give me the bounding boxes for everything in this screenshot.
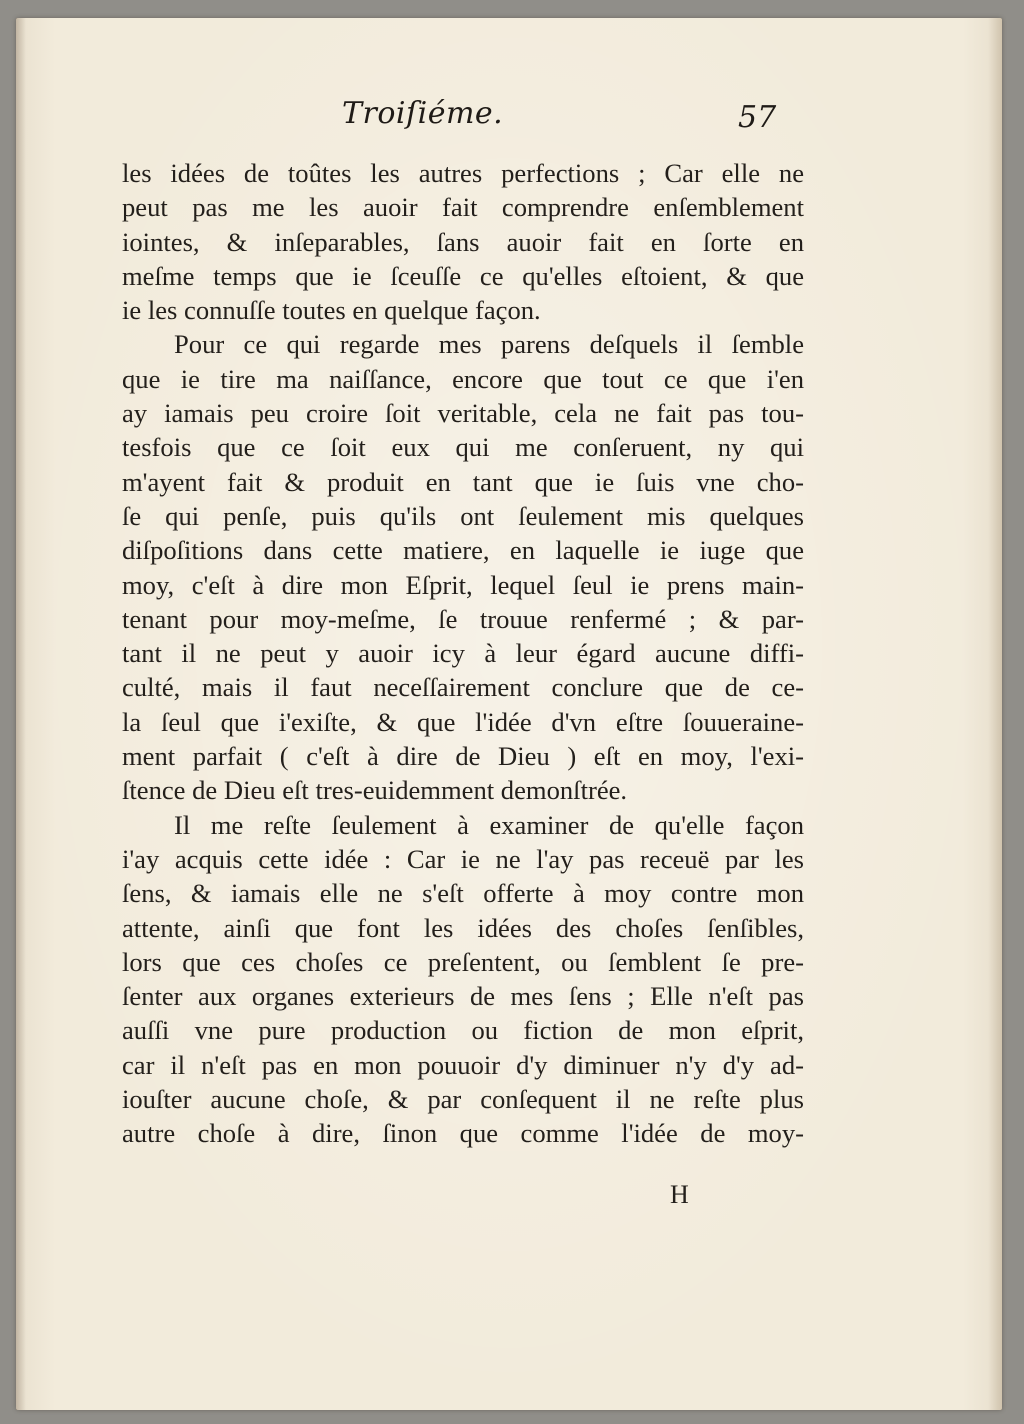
text-line: que ie tire ma naiſſance, encore que tout ce que i'en <box>122 363 804 394</box>
text-line: lors que ces choſes ce preſentent, ou ſemblent ſe pre- <box>122 946 804 977</box>
text-line: iointes, & inſeparables, ſans auoir fait en ſorte en <box>122 226 804 257</box>
page-edge-shadow <box>988 18 1002 1410</box>
page-number: 57 <box>738 100 777 135</box>
body-text <box>122 156 804 1151</box>
text-line: peut pas me les auoir fait comprendre enſemblement <box>122 192 804 223</box>
text-line: culté, mais il faut neceſſairement conclure que de ce- <box>122 672 804 703</box>
text-line: auſſi vne pure production ou fiction de mon eſprit, <box>122 1015 804 1046</box>
text-line: les idées de toûtes les autres perfections ; Car elle ne <box>122 158 804 188</box>
text-line: car il n'eſt pas en mon pouuoir d'y diminuer n'y d'y ad- <box>122 1049 804 1080</box>
text-line: la ſeul que i'exiſte, & que l'idée d'vn eſtre ſouueraine- <box>122 706 804 737</box>
text-line: ay iamais peu croire ſoit veritable, cela ne fait pas tou- <box>122 398 804 429</box>
text-line: Il me reſte ſeulement à examiner de qu'elle façon <box>174 809 804 840</box>
text-line: m'ayent fait & produit en tant que ie ſuis vne cho- <box>122 466 804 497</box>
signature-mark: H <box>670 1180 689 1209</box>
text-line: meſme temps que ie ſceuſſe ce qu'elles eſtoient, & que <box>122 260 804 291</box>
page-gutter-shadow <box>16 18 26 1410</box>
text-line: attente, ainſi que font les idées des choſes ſenſibles, <box>122 912 804 943</box>
text-line: ſtence de Dieu eſt tres-euidemment demonſtrée. <box>122 775 628 806</box>
text-line: ſens, & iamais elle ne s'eſt offerte à moy contre mon <box>122 878 804 909</box>
running-head: Troiſiéme. <box>342 96 504 131</box>
text-line: Pour ce qui regarde mes parens deſquels il ſemble <box>174 329 804 360</box>
text-line: ſenter aux organes exterieurs de mes ſens ; Elle n'eſt pas <box>122 981 804 1012</box>
text-line: ſe qui penſe, puis qu'ils ont ſeulement mis quelques <box>122 500 804 531</box>
text-line: i'ay acquis cette idée : Car ie ne l'ay pas receuë par les <box>122 843 804 874</box>
book-page <box>16 18 1002 1410</box>
text-line: diſpoſitions dans cette matiere, en laquelle ie iuge que <box>122 535 804 566</box>
text-line: tenant pour moy-meſme, ſe trouue renfermé ; & par- <box>122 603 804 634</box>
text-line: iouſter aucune choſe, & par conſequent il ne reſte plus <box>122 1084 804 1115</box>
text-line: tesfois que ce ſoit eux qui me conſeruent, ny qui <box>122 432 804 463</box>
text-line: ment parfait ( c'eſt à dire de Dieu ) eſt en moy, l'exi- <box>122 741 804 772</box>
text-line: autre choſe à dire, ſinon que comme l'idée de moy- <box>122 1118 804 1149</box>
text-line: moy, c'eſt à dire mon Eſprit, lequel ſeul ie prens main- <box>122 569 804 600</box>
text-line: ie les connuſſe toutes en quelque façon. <box>122 295 541 326</box>
text-line: tant il ne peut y auoir icy à leur égard aucune diffi- <box>122 638 804 669</box>
